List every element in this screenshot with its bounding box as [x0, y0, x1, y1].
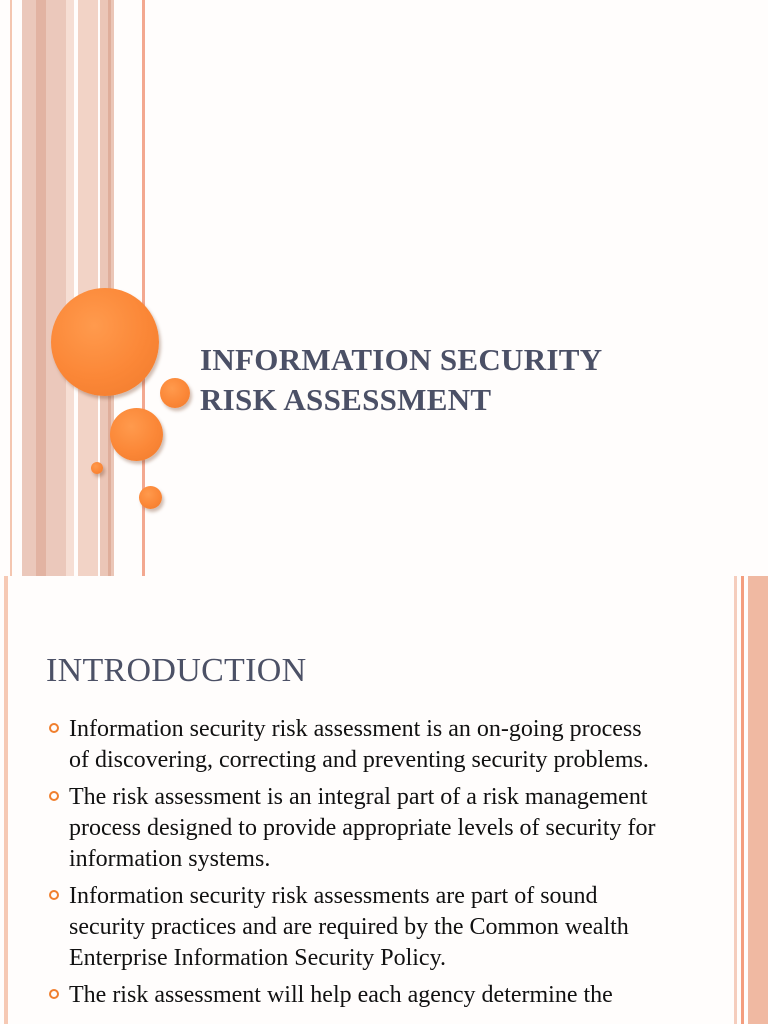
orange-ring-bullet-icon: [49, 890, 59, 900]
bullet-text: Information security risk assessments are part of sound security practices and are required by the Common wealth Enterprise Information Security Policy.: [69, 883, 629, 971]
bullet-text: The risk assessment is an integral part of a risk management process designed to provide appropriate levels of security for information systems.: [69, 784, 656, 872]
introduction-slide: [0, 576, 768, 1024]
bullet-text: The risk assessment will help each agency determine the: [69, 982, 613, 1008]
large-circle-decoration: [51, 288, 159, 396]
slide-heading: INTRODUCTION: [46, 652, 307, 689]
list-item: [46, 980, 666, 1011]
bullet-text: Information security risk assessment is an on-going process of discovering, correcting and preventing security problems.: [69, 716, 649, 773]
decorative-stripe: [734, 576, 737, 1024]
bullet-list: [46, 714, 666, 1017]
circle-decoration: [110, 408, 163, 461]
list-item: [46, 782, 666, 875]
decorative-stripe: [36, 0, 46, 576]
orange-ring-bullet-icon: [49, 989, 59, 999]
decorative-stripe: [4, 576, 8, 1024]
decorative-stripe: [748, 576, 768, 1024]
orange-ring-bullet-icon: [49, 791, 59, 801]
list-item: [46, 714, 666, 776]
title-line-1: INFORMATION SECURITY: [200, 342, 603, 377]
circle-decoration: [160, 378, 190, 408]
decorative-stripe: [741, 576, 744, 1024]
presentation-title: [200, 340, 720, 420]
orange-ring-bullet-icon: [49, 723, 59, 733]
decorative-stripe: [66, 0, 74, 576]
title-line-2: RISK ASSESSMENT: [200, 382, 492, 417]
decorative-stripe: [10, 0, 12, 576]
list-item: [46, 881, 666, 974]
circle-decoration: [139, 486, 162, 509]
small-circle-decoration: [91, 462, 103, 474]
